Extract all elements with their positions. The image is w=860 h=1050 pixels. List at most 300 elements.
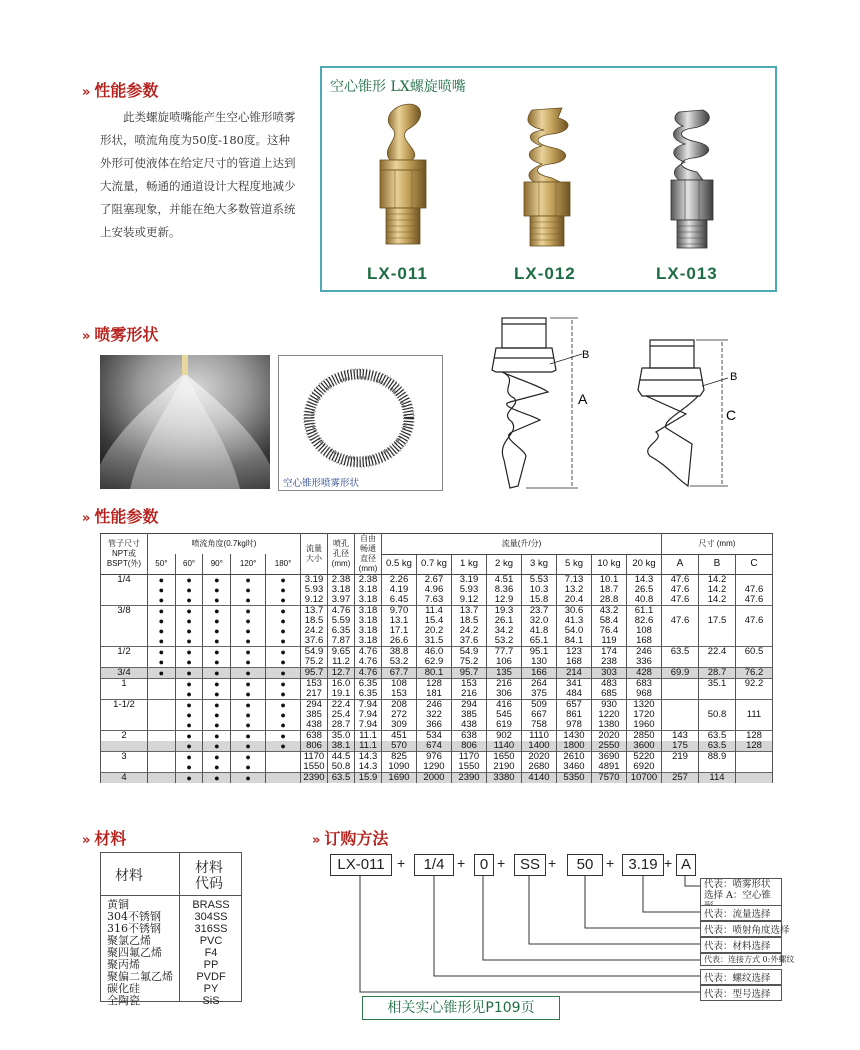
cell-flow-size: 9.12 bbox=[301, 595, 328, 606]
cell-flow: 95.7 bbox=[452, 668, 487, 679]
cell-angle-dot: ● bbox=[231, 657, 266, 668]
materials-head: 材料 bbox=[115, 868, 143, 884]
cell-angle-dot: ● bbox=[148, 636, 176, 647]
cell-flow: 5350 bbox=[557, 773, 592, 784]
material-code: 304SS bbox=[194, 911, 228, 923]
material-name: 304不锈钢 bbox=[107, 910, 161, 923]
section-title-ordering: » 订购方法 bbox=[312, 829, 389, 848]
cell-angle-dot: ● bbox=[148, 657, 176, 668]
legend-model: 代表：型号选择 bbox=[700, 985, 782, 1001]
cell-flow: 451 bbox=[382, 731, 417, 742]
cell-flow: 902 bbox=[487, 731, 522, 742]
cell-flow: 1550 bbox=[452, 762, 487, 773]
materials-codes bbox=[181, 899, 241, 1007]
material-code: 316SS bbox=[194, 923, 228, 935]
cell-flow: 10.3 bbox=[522, 585, 557, 595]
cell-angle-dot: ● bbox=[266, 720, 301, 731]
spec-table-wrap bbox=[100, 533, 773, 783]
cell-flow: 19.3 bbox=[487, 606, 522, 617]
cell-free: 7.94 bbox=[355, 700, 382, 711]
cell-flow: 685 bbox=[592, 689, 627, 700]
cell-angle-dot: ● bbox=[266, 595, 301, 606]
col-flow-size: 流量 大小 bbox=[301, 534, 328, 575]
material-name: 316不锈钢 bbox=[107, 922, 161, 935]
cell-angle-dot: ● bbox=[231, 636, 266, 647]
cell-flow: 54.9 bbox=[452, 647, 487, 658]
cell-flow: 41.8 bbox=[522, 626, 557, 636]
cell-flow: 37.6 bbox=[452, 636, 487, 647]
cell-pipe bbox=[101, 710, 148, 720]
cell-dim-a bbox=[662, 657, 699, 668]
cell-angle-dot: ● bbox=[231, 720, 266, 731]
cell-angle-dot: ● bbox=[266, 700, 301, 711]
cell-flow: 46.0 bbox=[417, 647, 452, 658]
cell-pipe bbox=[101, 720, 148, 731]
angle-header: 90° bbox=[203, 554, 231, 575]
cell-free: 3.18 bbox=[355, 636, 382, 647]
cell-dim-a: 257 bbox=[662, 773, 699, 784]
cell-flow: 95.1 bbox=[522, 647, 557, 658]
table-row bbox=[101, 741, 773, 752]
cell-angle-dot: ● bbox=[266, 647, 301, 658]
cell-flow: 375 bbox=[522, 689, 557, 700]
cell-flow: 108 bbox=[627, 626, 662, 636]
order-plus: + bbox=[548, 855, 557, 871]
cell-dim-c bbox=[736, 762, 773, 773]
cell-free: 14.3 bbox=[355, 752, 382, 763]
dim-label-b2: B bbox=[730, 371, 738, 383]
cell-angle-dot: ● bbox=[231, 616, 266, 626]
cell-flow: 9.12 bbox=[452, 595, 487, 606]
cell-angle-dot: ● bbox=[175, 710, 203, 720]
cell-flow: 43.2 bbox=[592, 606, 627, 617]
cell-flow: 26.5 bbox=[627, 585, 662, 595]
cell-flow: 1650 bbox=[487, 752, 522, 763]
cell-angle-dot: ● bbox=[266, 616, 301, 626]
cell-angle-dot: ● bbox=[266, 741, 301, 752]
col-pipe: 管子尺寸 NPT或 BSPT(外) bbox=[101, 534, 148, 575]
pressure-header: 10 kg bbox=[592, 554, 627, 575]
cell-flow: 174 bbox=[592, 647, 627, 658]
order-plus: + bbox=[397, 855, 406, 871]
order-code-angle: 50 bbox=[567, 854, 603, 876]
cell-pipe: 3/4 bbox=[101, 668, 148, 679]
cell-angle-dot: ● bbox=[175, 668, 203, 679]
cell-dim-b: 14.2 bbox=[699, 595, 736, 606]
cell-angle-dot: ● bbox=[266, 626, 301, 636]
legend-angle: 代表：喷射角度选择 bbox=[700, 921, 782, 937]
cell-flow: 128 bbox=[417, 679, 452, 690]
cell-pipe bbox=[101, 762, 148, 773]
cell-flow: 214 bbox=[557, 668, 592, 679]
table-row bbox=[101, 762, 773, 773]
cell-flow: 758 bbox=[522, 720, 557, 731]
cell-dim-b bbox=[699, 657, 736, 668]
cell-angle-dot: ● bbox=[203, 731, 231, 742]
cell-flow: 13.1 bbox=[382, 616, 417, 626]
cell-angle-dot: ● bbox=[175, 606, 203, 617]
cell-dim-c: 128 bbox=[736, 741, 773, 752]
cell-flow: 2020 bbox=[522, 752, 557, 763]
cell-flow: 5.93 bbox=[452, 585, 487, 595]
double-chevron-icon: » bbox=[312, 833, 321, 848]
cell-dim-a bbox=[662, 626, 699, 636]
material-name: 聚偏二氟乙烯 bbox=[107, 970, 173, 983]
cell-angle-dot: ● bbox=[175, 689, 203, 700]
cell-dim-b bbox=[699, 720, 736, 731]
cell-flow: 77.7 bbox=[487, 647, 522, 658]
cell-flow-size: 37.6 bbox=[301, 636, 328, 647]
cell-angle-dot: ● bbox=[203, 762, 231, 773]
cell-orifice: 28.7 bbox=[328, 720, 355, 731]
material-code: SiS bbox=[202, 995, 220, 1007]
cell-flow-size: 18.5 bbox=[301, 616, 328, 626]
cell-flow: 123 bbox=[557, 647, 592, 658]
cell-angle-dot: ● bbox=[266, 657, 301, 668]
pressure-header: 2 kg bbox=[487, 554, 522, 575]
cell-flow: 168 bbox=[627, 636, 662, 647]
cell-flow: 1400 bbox=[522, 741, 557, 752]
cell-dim-b: 14.2 bbox=[699, 575, 736, 586]
dim-label-b: B bbox=[582, 349, 590, 361]
order-code-pattern: A bbox=[676, 854, 696, 876]
cell-free: 4.76 bbox=[355, 657, 382, 668]
cell-angle-dot: ● bbox=[148, 575, 176, 586]
cell-flow: 1720 bbox=[627, 710, 662, 720]
code-head-2: 代码 bbox=[195, 876, 223, 892]
col-orifice: 喷孔 孔径 (mm) bbox=[328, 534, 355, 575]
cell-angle-dot: ● bbox=[175, 595, 203, 606]
material-name: 碳化硅 bbox=[107, 982, 140, 995]
cell-flow: 667 bbox=[522, 710, 557, 720]
cell-dim-a: 219 bbox=[662, 752, 699, 763]
cell-flow: 2550 bbox=[592, 741, 627, 752]
cell-flow: 10700 bbox=[627, 773, 662, 784]
cell-flow: 30.6 bbox=[557, 606, 592, 617]
cell-orifice: 50.8 bbox=[328, 762, 355, 773]
cell-flow: 13.7 bbox=[452, 606, 487, 617]
table-row bbox=[101, 595, 773, 606]
cell-dim-b: 14.2 bbox=[699, 585, 736, 595]
cell-flow-size: 1550 bbox=[301, 762, 328, 773]
cell-angle-dot: ● bbox=[231, 700, 266, 711]
order-code-thread: 1/4 bbox=[414, 854, 454, 876]
cell-angle-dot: ● bbox=[175, 773, 203, 784]
material-code: PVDF bbox=[196, 971, 226, 983]
cell-flow: 7.13 bbox=[557, 575, 592, 586]
cell-angle-dot: ● bbox=[231, 647, 266, 658]
cell-angle-dot: ● bbox=[231, 773, 266, 784]
cell-flow: 166 bbox=[522, 668, 557, 679]
cell-flow: 438 bbox=[452, 720, 487, 731]
cell-flow: 3.19 bbox=[452, 575, 487, 586]
cell-flow: 483 bbox=[592, 679, 627, 690]
order-code-material: SS bbox=[514, 854, 546, 876]
cell-flow: 4140 bbox=[522, 773, 557, 784]
cell-flow: 6.45 bbox=[382, 595, 417, 606]
code-head-1: 材料 bbox=[195, 860, 223, 876]
cell-dim-a bbox=[662, 679, 699, 690]
cell-flow: 26.1 bbox=[487, 616, 522, 626]
cell-flow: 4891 bbox=[592, 762, 627, 773]
cell-flow: 6920 bbox=[627, 762, 662, 773]
cell-angle-dot: ● bbox=[203, 595, 231, 606]
cell-flow: 294 bbox=[452, 700, 487, 711]
cell-dim-a bbox=[662, 710, 699, 720]
cell-dim-c bbox=[736, 657, 773, 668]
cell-flow: 53.2 bbox=[487, 636, 522, 647]
product-box bbox=[320, 66, 777, 292]
cell-dim-a bbox=[662, 700, 699, 711]
intro-paragraph: 此类螺旋喷嘴能产生空心锥形喷雾形状，喷流角度为50度-180度。这种外形可使液体在给定尺寸的管道上达到大流量，畅通的通道设计大程度地减少了阻塞现象，并能在绝大多数管道系统上安装或更新。 bbox=[100, 110, 296, 239]
cell-flow-size: 3.19 bbox=[301, 575, 328, 586]
cell-pipe: 2 bbox=[101, 731, 148, 742]
cell-flow: 26.6 bbox=[382, 636, 417, 647]
cell-flow: 272 bbox=[382, 710, 417, 720]
cell-angle-dot: ● bbox=[203, 700, 231, 711]
cell-flow: 1800 bbox=[557, 741, 592, 752]
material-code: PP bbox=[203, 959, 219, 971]
cell-flow: 238 bbox=[592, 657, 627, 668]
cell-dim-c bbox=[736, 752, 773, 763]
cell-flow: 322 bbox=[417, 710, 452, 720]
cell-angle-dot: ● bbox=[203, 626, 231, 636]
cell-angle-dot: ● bbox=[266, 606, 301, 617]
cell-dim-c: 92.2 bbox=[736, 679, 773, 690]
cell-orifice: 9.65 bbox=[328, 647, 355, 658]
cell-angle-dot: ● bbox=[175, 762, 203, 773]
cell-flow: 216 bbox=[452, 689, 487, 700]
hollow-cone-ring-icon bbox=[279, 356, 442, 490]
cell-pipe: 1/2 bbox=[101, 647, 148, 658]
cell-flow-size: 95.7 bbox=[301, 668, 328, 679]
cell-angle-dot: ● bbox=[203, 616, 231, 626]
cell-angle-dot: ● bbox=[203, 720, 231, 731]
cell-flow: 674 bbox=[417, 741, 452, 752]
cell-free: 11.1 bbox=[355, 731, 382, 742]
cell-flow: 54.0 bbox=[557, 626, 592, 636]
cell-flow: 2.67 bbox=[417, 575, 452, 586]
cell-dim-c bbox=[736, 626, 773, 636]
cell-flow: 65.1 bbox=[522, 636, 557, 647]
material-code: PY bbox=[203, 983, 219, 995]
order-code-flow: 3.19 bbox=[622, 854, 664, 876]
cell-flow-size: 294 bbox=[301, 700, 328, 711]
cell-pipe: 1 bbox=[101, 679, 148, 690]
cell-pipe bbox=[101, 689, 148, 700]
cell-dim-b bbox=[699, 626, 736, 636]
cell-angle-dot: ● bbox=[231, 679, 266, 690]
cell-free: 3.18 bbox=[355, 616, 382, 626]
cell-dim-a: 47.6 bbox=[662, 616, 699, 626]
cell-angle-dot: ● bbox=[231, 689, 266, 700]
cell-angle-dot: ● bbox=[175, 647, 203, 658]
table-row bbox=[101, 636, 773, 647]
double-chevron-icon: » bbox=[82, 833, 91, 848]
cell-angle-dot: ● bbox=[231, 595, 266, 606]
cell-flow: 3600 bbox=[627, 741, 662, 752]
cell-flow: 106 bbox=[487, 657, 522, 668]
cell-flow: 119 bbox=[592, 636, 627, 647]
cell-orifice: 44.5 bbox=[328, 752, 355, 763]
angle-header: 120° bbox=[231, 554, 266, 575]
cell-flow: 978 bbox=[557, 720, 592, 731]
dim-header: A bbox=[662, 554, 699, 575]
cell-flow: 135 bbox=[487, 668, 522, 679]
cell-flow-size: 2390 bbox=[301, 773, 328, 784]
cell-flow: 2680 bbox=[522, 762, 557, 773]
cell-flow: 1110 bbox=[522, 731, 557, 742]
material-name: 聚丙烯 bbox=[107, 958, 140, 971]
cell-dim-a: 47.6 bbox=[662, 585, 699, 595]
pressure-header: 0.7 kg bbox=[417, 554, 452, 575]
cell-flow-size: 1170 bbox=[301, 752, 328, 763]
cell-flow: 168 bbox=[557, 657, 592, 668]
cell-flow: 416 bbox=[487, 700, 522, 711]
legend-pattern: 代表：喷雾形状选择 A：空心锥 bbox=[700, 878, 782, 913]
cell-dim-a bbox=[662, 636, 699, 647]
cell-angle-dot bbox=[148, 762, 176, 773]
cell-free: 4.76 bbox=[355, 668, 382, 679]
material-code: PVC bbox=[199, 935, 223, 947]
order-plus: + bbox=[497, 855, 506, 871]
cell-orifice: 63.5 bbox=[328, 773, 355, 784]
pattern-box bbox=[278, 355, 443, 491]
cell-pipe: 3 bbox=[101, 752, 148, 763]
cell-flow: 1320 bbox=[627, 700, 662, 711]
cell-free: 3.18 bbox=[355, 595, 382, 606]
cell-angle-dot bbox=[148, 741, 176, 752]
order-connectors bbox=[330, 874, 730, 994]
cell-angle-dot: ● bbox=[175, 679, 203, 690]
materials-names bbox=[107, 899, 173, 1007]
cell-flow: 67.7 bbox=[382, 668, 417, 679]
cell-dim-c: 47.6 bbox=[736, 585, 773, 595]
cell-flow: 32.0 bbox=[522, 616, 557, 626]
cell-flow: 930 bbox=[592, 700, 627, 711]
cell-angle-dot: ● bbox=[231, 606, 266, 617]
order-code-model: LX-011 bbox=[330, 854, 392, 876]
cell-angle-dot: ● bbox=[175, 700, 203, 711]
product-label-lx013: LX-013 bbox=[656, 264, 718, 283]
dim-header: C bbox=[736, 554, 773, 575]
cell-dim-c: 47.6 bbox=[736, 616, 773, 626]
cell-angle-dot: ● bbox=[148, 626, 176, 636]
table-row bbox=[101, 668, 773, 679]
cell-angle-dot bbox=[148, 700, 176, 711]
cell-angle-dot: ● bbox=[148, 585, 176, 595]
dim-label-c: C bbox=[726, 407, 737, 423]
cell-angle-dot: ● bbox=[175, 720, 203, 731]
double-chevron-icon: » bbox=[82, 511, 91, 526]
cell-orifice: 11.2 bbox=[328, 657, 355, 668]
cell-flow-size: 217 bbox=[301, 689, 328, 700]
cell-orifice: 6.35 bbox=[328, 626, 355, 636]
cell-orifice: 2.38 bbox=[328, 575, 355, 586]
product-label-lx012: LX-012 bbox=[514, 264, 576, 283]
legend-material: 代表：材料选择 bbox=[700, 937, 782, 953]
product-box-title: 空心锥形 LX螺旋喷嘴 bbox=[330, 79, 466, 95]
order-plus: + bbox=[664, 855, 673, 871]
cell-dim-c bbox=[736, 636, 773, 647]
cell-angle-dot: ● bbox=[231, 710, 266, 720]
cell-angle-dot: ● bbox=[175, 585, 203, 595]
cell-dim-a: 69.9 bbox=[662, 668, 699, 679]
cell-angle-dot: ● bbox=[266, 689, 301, 700]
cell-flow: 153 bbox=[382, 689, 417, 700]
cell-flow: 2190 bbox=[487, 762, 522, 773]
cell-dim-b: 17.5 bbox=[699, 616, 736, 626]
cell-pipe: 1-1/2 bbox=[101, 700, 148, 711]
cell-flow-size: 153 bbox=[301, 679, 328, 690]
section-title-performance-table: » 性能参数 bbox=[82, 507, 159, 526]
cell-flow-size: 75.2 bbox=[301, 657, 328, 668]
cell-flow: 20.4 bbox=[557, 595, 592, 606]
cell-flow-size: 385 bbox=[301, 710, 328, 720]
cell-angle-dot bbox=[148, 720, 176, 731]
cell-flow: 38.8 bbox=[382, 647, 417, 658]
cell-flow: 76.4 bbox=[592, 626, 627, 636]
cell-flow: 1220 bbox=[592, 710, 627, 720]
material-name: 全陶瓷 bbox=[107, 994, 140, 1007]
cell-angle-dot: ● bbox=[266, 585, 301, 595]
cell-flow: 5220 bbox=[627, 752, 662, 763]
cell-free: 7.94 bbox=[355, 710, 382, 720]
cell-flow: 3460 bbox=[557, 762, 592, 773]
cell-dim-c: 76.2 bbox=[736, 668, 773, 679]
cell-angle-dot: ● bbox=[148, 616, 176, 626]
pattern-caption: 空心锥形喷雾形状 bbox=[283, 478, 360, 489]
cell-flow: 264 bbox=[522, 679, 557, 690]
cell-angle-dot: ● bbox=[266, 710, 301, 720]
cell-angle-dot: ● bbox=[148, 668, 176, 679]
cell-flow: 861 bbox=[557, 710, 592, 720]
cell-orifice: 22.4 bbox=[328, 700, 355, 711]
double-chevron-icon: » bbox=[82, 85, 91, 100]
cell-angle-dot: ● bbox=[175, 616, 203, 626]
cell-flow: 976 bbox=[417, 752, 452, 763]
cell-flow: 18.7 bbox=[592, 585, 627, 595]
cell-pipe bbox=[101, 616, 148, 626]
cell-flow: 216 bbox=[487, 679, 522, 690]
cell-flow: 638 bbox=[452, 731, 487, 742]
spec-table bbox=[100, 533, 773, 783]
cell-orifice: 5.59 bbox=[328, 616, 355, 626]
cell-flow: 2610 bbox=[557, 752, 592, 763]
cell-angle-dot: ● bbox=[148, 606, 176, 617]
cell-flow: 3690 bbox=[592, 752, 627, 763]
cell-pipe bbox=[101, 657, 148, 668]
cell-flow-size: 806 bbox=[301, 741, 328, 752]
order-plus: + bbox=[457, 855, 466, 871]
cell-free: 14.3 bbox=[355, 762, 382, 773]
col-angle: 喷流角度(0.7kg时) bbox=[148, 534, 301, 555]
cell-angle-dot: ● bbox=[175, 636, 203, 647]
cell-orifice: 7.87 bbox=[328, 636, 355, 647]
cell-dim-a: 143 bbox=[662, 731, 699, 742]
cell-flow: 246 bbox=[417, 700, 452, 711]
cell-flow: 306 bbox=[487, 689, 522, 700]
cell-free: 2.38 bbox=[355, 575, 382, 586]
cell-dim-c bbox=[736, 720, 773, 731]
cell-free: 3.18 bbox=[355, 606, 382, 617]
nozzle-lx011-image bbox=[362, 98, 442, 258]
cell-dim-c: 128 bbox=[736, 731, 773, 742]
cell-flow: 84.1 bbox=[557, 636, 592, 647]
cell-flow: 4.51 bbox=[487, 575, 522, 586]
cell-angle-dot bbox=[148, 710, 176, 720]
cell-angle-dot: ● bbox=[175, 657, 203, 668]
